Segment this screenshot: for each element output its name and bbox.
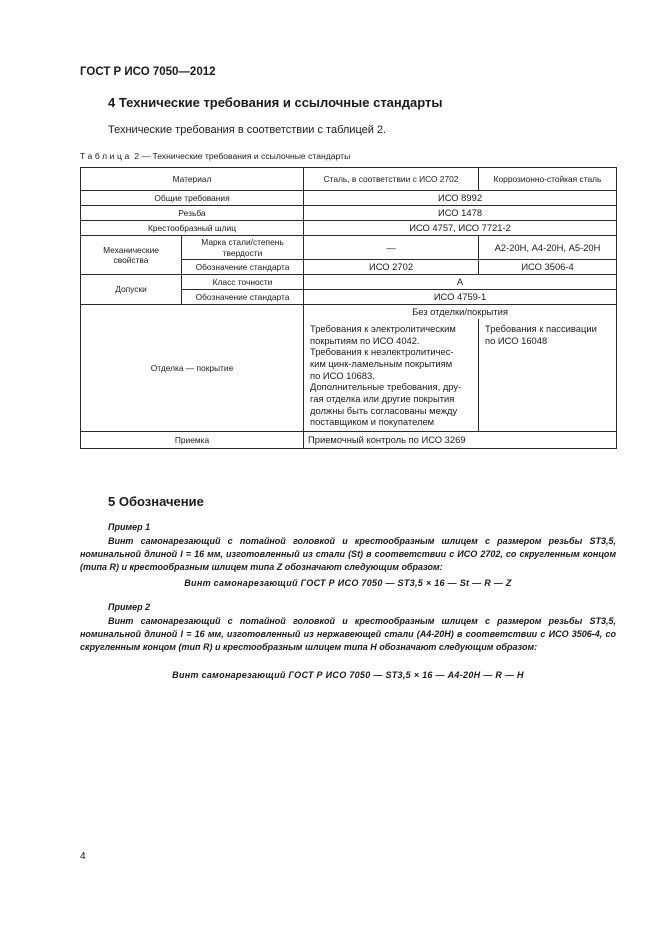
mech-grade-label: Марка стали/степень твердости <box>182 236 304 260</box>
row-general <box>81 191 617 206</box>
mech-standard-stainless: ИСО 3506-4 <box>479 260 617 275</box>
header-steel: Сталь, в соответствии с ИСО 2702 <box>304 168 479 191</box>
mech-standard-label: Обозначение стандарта <box>182 260 304 275</box>
finish-stainless-requirements <box>479 319 617 431</box>
finish-steel-line: покрытиям по ИСО 4042. <box>310 334 420 346</box>
mech-standard-steel: ИСО 2702 <box>304 260 479 275</box>
example-2-designation: Винт самонарезающий ГОСТ Р ИСО 7050 — ST3,5 × 16 — А4-20Н — R — H <box>172 670 524 680</box>
finish-steel-line: должны быть согласованы между <box>310 404 458 416</box>
tolerance-standard-value: ИСО 4759-1 <box>304 290 617 305</box>
example-1-title: Пример 1 <box>108 522 151 532</box>
example-2-text: Винт самонарезающий с потайной головкой и крестообразным шлицем с размером резьбы ST3,5, номинальной длиной l = 16 мм, изготовленный из нержавеющей стали (А4-20Н) в соответствии с ИСО 3506-4, со скругленным концом (тип R) и крестообразным шлицем типа H обозначают следующим образом: <box>80 616 616 653</box>
tolerance-standard-label: Обозначение стандарта <box>182 290 304 305</box>
table-caption-prefix: Таблица <box>80 151 132 161</box>
row-slot <box>81 221 617 236</box>
general-label: Общие требования <box>81 191 304 206</box>
acceptance-value: Приемочный контроль по ИСО 3269 <box>304 431 617 448</box>
finish-steel-requirements <box>304 319 479 431</box>
header-stainless: Коррозионно-стойкая сталь <box>479 168 617 191</box>
finish-steel-line: Требования к электролитическим <box>310 323 456 334</box>
finish-steel-line: гая отделка или другие покрытия <box>310 392 455 404</box>
mech-grade-steel: — <box>304 236 479 260</box>
header-material: Материал <box>81 168 304 191</box>
finish-stainless-line: по ИСО 16048 <box>485 334 548 346</box>
finish-steel-line: Требования к неэлектролитичес- <box>310 346 454 358</box>
slot-value: ИСО 4757, ИСО 7721-2 <box>304 221 617 236</box>
finish-steel-line: поставщиком и покупателем <box>310 416 435 428</box>
slot-label: Крестообразный шлиц <box>81 221 304 236</box>
tolerance-class-label: Класс точности <box>182 275 304 290</box>
finish-label: Отделка — покрытие <box>81 305 304 432</box>
mech-grade-stainless: А2-20Н, А4-20Н, А5-20Н <box>479 236 617 260</box>
table-caption <box>80 151 350 161</box>
row-thread <box>81 206 617 221</box>
requirements-table <box>80 167 617 449</box>
finish-stainless-line: Требования к пассивации <box>485 323 597 334</box>
section-4-heading: 4 Технические требования и ссылочные стандарты <box>108 95 443 110</box>
finish-steel-line: по ИСО 10683. <box>310 369 375 381</box>
general-value: ИСО 8992 <box>304 191 617 206</box>
example-2-title: Пример 2 <box>108 602 151 612</box>
document-id: ГОСТ Р ИСО 7050—2012 <box>80 66 216 78</box>
mech-label: Механические свойства <box>81 236 182 275</box>
tolerance-label: Допуски <box>81 275 182 305</box>
row-acceptance <box>81 431 617 448</box>
table-header-row <box>81 168 617 191</box>
finish-head: Без отделки/покрытия <box>304 305 617 320</box>
table-caption-title: 2 — Технические требования и ссылочные стандарты <box>134 151 351 161</box>
acceptance-label: Приемка <box>81 431 304 448</box>
example-1-text: Винт самонарезающий с потайной головкой и крестообразным шлицем с размером резьбы ST3,5, номинальной длиной l = 16 мм, изготовленный из стали (St) в соответствии с ИСО 2702, со скругленным концом (типа R) и крестообразным шлицем типа Z обозначают следующим образом: <box>80 536 616 573</box>
row-finish-head <box>81 305 617 320</box>
finish-steel-line: Дополнительные требования, дру- <box>310 381 462 393</box>
section-5-heading: 5 Обозначение <box>108 494 204 509</box>
tolerance-class-value: А <box>304 275 617 290</box>
row-mech-grade <box>81 236 617 260</box>
thread-value: ИСО 1478 <box>304 206 617 221</box>
finish-steel-line: ким цинк-ламельным покрытиям <box>310 357 453 369</box>
thread-label: Резьба <box>81 206 304 221</box>
section-4-intro: Технические требования в соответствии с таблицей 2. <box>108 124 387 136</box>
example-1-designation: Винт самонарезающий ГОСТ Р ИСО 7050 — ST3,5 × 16 — St — R — Z <box>184 578 512 588</box>
page-number: 4 <box>80 851 86 862</box>
row-tolerance-class <box>81 275 617 290</box>
